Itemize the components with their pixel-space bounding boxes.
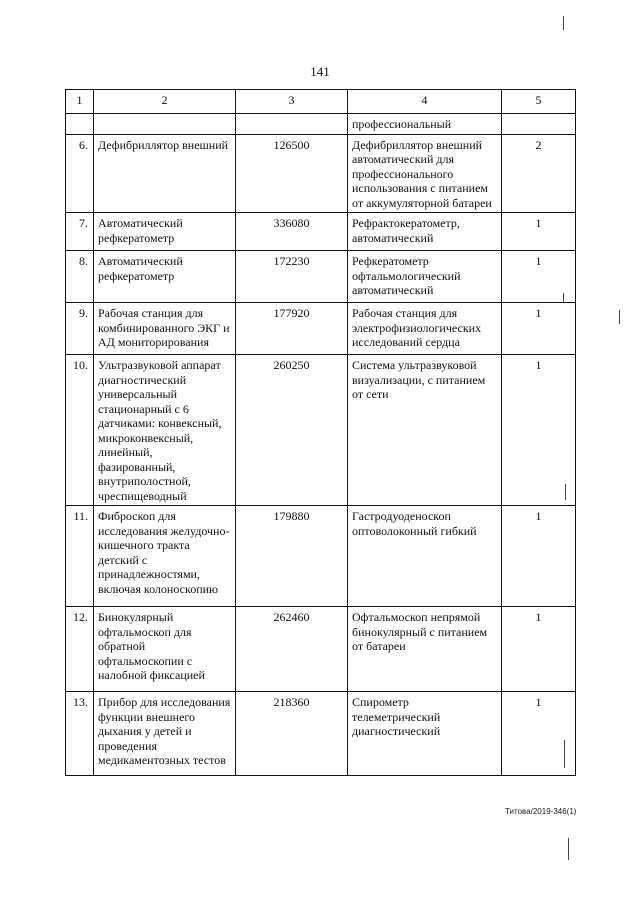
equipment-code: 260250 bbox=[236, 355, 348, 506]
equipment-type: Дефибриллятор внешний автоматический для профессионального использования с питанием от аккумуляторной батареи bbox=[348, 134, 502, 213]
equipment-type: Офтальмоскоп непрямой бинокулярный с питанием от батареи bbox=[348, 607, 502, 692]
header-col-1: 1 bbox=[66, 90, 94, 114]
table-row bbox=[66, 303, 576, 355]
document-code: Титова/2019-346(1) bbox=[505, 807, 577, 816]
scan-artifact-line bbox=[563, 16, 564, 30]
equipment-quantity: 1 bbox=[502, 213, 576, 251]
row-number: 6. bbox=[66, 134, 94, 213]
equipment-quantity: 1 bbox=[502, 303, 576, 355]
table-row bbox=[66, 692, 576, 776]
scan-artifact-line bbox=[563, 293, 564, 303]
row-number: 11. bbox=[66, 506, 94, 607]
equipment-code: 126500 bbox=[236, 134, 348, 213]
page-number: 141 bbox=[310, 64, 330, 79]
table-row bbox=[66, 355, 576, 506]
equipment-code: 179880 bbox=[236, 506, 348, 607]
header-col-3: 3 bbox=[236, 90, 348, 114]
equipment-name: Автоматический рефкератометр bbox=[94, 251, 236, 303]
equipment-type: Гастродуоденоскоп оптоволоконный гибкий bbox=[348, 506, 502, 607]
equipment-type: Система ультразвуковой визуализации, с питанием от сети bbox=[348, 355, 502, 506]
equipment-code: 218360 bbox=[236, 692, 348, 776]
table-cell bbox=[236, 114, 348, 135]
equipment-name: Рабочая станция для комбинированного ЭКГ и АД мониторирования bbox=[94, 303, 236, 355]
row-number: 7. bbox=[66, 213, 94, 251]
equipment-name: Прибор для исследования функции внешнего дыхания у детей и проведения медикаментозных тестов bbox=[94, 692, 236, 776]
scan-artifact-line bbox=[565, 484, 566, 500]
equipment-quantity: 1 bbox=[502, 607, 576, 692]
equipment-name: Ультразвуковой аппарат диагностический универсальный стационарный с 6 датчиками: конвексный, микроконвексный, линейный, фазированный, внутриполостной, чреспищеводный bbox=[94, 355, 236, 506]
scan-artifact-line bbox=[564, 740, 565, 768]
equipment-name: Автоматический рефкератометр bbox=[94, 213, 236, 251]
equipment-code: 177920 bbox=[236, 303, 348, 355]
equipment-quantity: 1 bbox=[502, 355, 576, 506]
equipment-type: Рефрактокератометр, автоматический bbox=[348, 213, 502, 251]
equipment-table bbox=[65, 89, 576, 776]
table-header-row bbox=[66, 90, 576, 114]
header-col-5: 5 bbox=[502, 90, 576, 114]
table-row bbox=[66, 607, 576, 692]
equipment-quantity: 2 bbox=[502, 134, 576, 213]
equipment-type: Рефкератометр офтальмологический автоматический bbox=[348, 251, 502, 303]
equipment-type: Рабочая станция для электрофизиологических исследований сердца bbox=[348, 303, 502, 355]
equipment-quantity: 1 bbox=[502, 251, 576, 303]
row-number: 12. bbox=[66, 607, 94, 692]
table-row bbox=[66, 251, 576, 303]
equipment-code: 172230 bbox=[236, 251, 348, 303]
table-row bbox=[66, 213, 576, 251]
table-cell bbox=[94, 114, 236, 135]
scan-artifact-line bbox=[568, 838, 569, 860]
equipment-name: Дефибриллятор внешний bbox=[94, 134, 236, 213]
table-cell bbox=[66, 114, 94, 135]
equipment-quantity: 1 bbox=[502, 506, 576, 607]
equipment-type: Спирометр телеметрический диагностический bbox=[348, 692, 502, 776]
row-number: 13. bbox=[66, 692, 94, 776]
row-number: 9. bbox=[66, 303, 94, 355]
row-number: 10. bbox=[66, 355, 94, 506]
equipment-code: 336080 bbox=[236, 213, 348, 251]
header-col-4: 4 bbox=[348, 90, 502, 114]
equipment-name: Бинокулярный офтальмоскоп для обратной офтальмоскопии с налобной фиксацией bbox=[94, 607, 236, 692]
table-row bbox=[66, 134, 576, 213]
scan-artifact-line bbox=[619, 310, 620, 324]
equipment-name: Фиброскоп для исследования желудочно-кишечного тракта детский с принадлежностями, включая колоноскопию bbox=[94, 506, 236, 607]
row-number: 8. bbox=[66, 251, 94, 303]
continuation-type-cell: профессиональный bbox=[348, 114, 502, 135]
table-cell bbox=[502, 114, 576, 135]
header-col-2: 2 bbox=[94, 90, 236, 114]
continuation-row bbox=[66, 114, 576, 135]
table-row bbox=[66, 506, 576, 607]
equipment-code: 262460 bbox=[236, 607, 348, 692]
equipment-quantity: 1 bbox=[502, 692, 576, 776]
